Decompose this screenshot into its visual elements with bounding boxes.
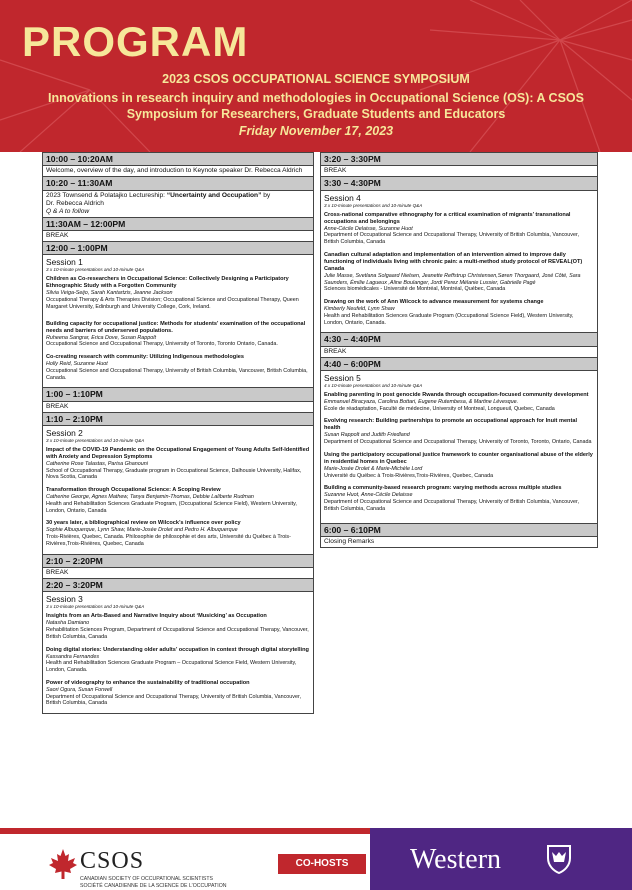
talk-entry bbox=[43, 520, 313, 553]
break-label: BREAK bbox=[324, 167, 347, 175]
talk-authors: Silvia Veiga-Seijo, Sarah Kantartzis, Jeanne Jackson bbox=[46, 290, 173, 297]
schedule-table-left bbox=[42, 152, 314, 714]
talk-authors: Ruheena Sangrar, Erica Dove, Susan Rappolt bbox=[46, 334, 156, 341]
talk-affiliation: Department of Occupational Science and Occupational Therapy, University of British Columbia, Vancouver, British Columbia, Canada bbox=[324, 499, 579, 512]
talk-authors: Suzanne Huot, Anne-Cécile Delaisse bbox=[324, 492, 413, 499]
talk-title: Canadian cultural adaptation and implementation of an intervention aimed to improve daily functioning of individuals living with chronic pain: a multi-method study protocol of REVEAL(OT) Canada bbox=[324, 251, 583, 272]
session-format: 3 x 10-minute presentations and 10-minute Q&A bbox=[46, 437, 145, 443]
footer-logos bbox=[0, 828, 632, 890]
talk-entry bbox=[321, 418, 597, 451]
slot-description: Welcome, overview of the day, and introduction to Keynote speaker Dr. Rebecca Aldrich bbox=[46, 167, 303, 175]
talk-authors: Anne-Cécile Delaisse, Suzanne Huot bbox=[324, 225, 413, 232]
talk-entry bbox=[321, 452, 597, 485]
talk-authors: Holly Reid, Suzanne Huot bbox=[46, 361, 108, 368]
session-format: 3 x 10-minute presentations and 10-minute Q&A bbox=[324, 202, 423, 208]
time-slot: 1:10 – 2:10PM bbox=[43, 412, 313, 426]
talk-authors: Sophie Albuquerque, Lynn Shaw, Marie-Josée Drolet and Pedro H. Albuquerque bbox=[46, 527, 238, 534]
time-slot: 4:30 – 4:40PM bbox=[321, 332, 597, 346]
talk-title: Enabling parenting in post genocide Rwanda through occupation-focused community development bbox=[324, 391, 589, 398]
talk-authors: Natasha Damiano bbox=[46, 620, 90, 627]
cohosts-badge: CO-HOSTS bbox=[278, 854, 366, 874]
program-body bbox=[0, 152, 632, 828]
talk-authors: Catherine Rose Talastas, Parisa Ghanouni bbox=[46, 460, 148, 467]
schedule-table-right bbox=[320, 152, 598, 548]
talk-title: Building a community-based research program: varying methods across multiple studies bbox=[324, 485, 562, 492]
talk-authors: Catherine George, Agnes Mathew, Tanya Benjamin-Thomas, Debbie Laliberte Rudman bbox=[46, 494, 254, 501]
talk-title: Power of videography to enhance the sustainability of traditional occupation bbox=[46, 679, 250, 686]
talk-title: Doing digital stories: Understanding older adults’ occupation in context through digital storytelling bbox=[46, 646, 309, 653]
time-slot: 2:20 – 3:20PM bbox=[43, 578, 313, 592]
western-wordmark: Western bbox=[410, 844, 502, 875]
time-slot: 10:20 – 11:30AM bbox=[43, 176, 313, 190]
break-label: BREAK bbox=[324, 347, 347, 355]
talk-affiliation: Health and Rehabilitation Sciences Graduate Program (Occupational Science Field), Western University, London, Ontario, Canada. bbox=[324, 312, 574, 326]
lecture-title: “Uncertainty and Occupation” bbox=[166, 191, 262, 199]
time-slot: 2:10 – 2:20PM bbox=[43, 554, 313, 568]
qa-note: Q & A to follow bbox=[46, 207, 90, 215]
talk-title: Children as Co-researchers in Occupational Science: Collectively Designing a Participatory Ethnographic Study with a Forgotten Community bbox=[46, 276, 289, 290]
talk-affiliation: Department of Occupational Science and Occupational Therapy, University of British Columbia, Vancouver, British Columbia, Canada bbox=[324, 232, 579, 246]
talk-affiliation: Department of Occupational Science and Occupational Therapy, University of Toronto, Toronto, Ontario, Canada bbox=[324, 439, 592, 446]
event-date: Friday November 17, 2023 bbox=[238, 124, 394, 138]
talk-title: Impact of the COVID-19 Pandemic on the Occupational Engagement of Young Adults Self-Identified with Anxiety and Depression Symptoms bbox=[46, 446, 310, 460]
talk-affiliation: Occupational Science and Occupational Therapy, University of Toronto, Toronto Ontario, Canada. bbox=[46, 341, 278, 348]
time-slot: 10:00 – 10:20AM bbox=[43, 152, 313, 166]
talk-entry bbox=[43, 487, 313, 520]
talk-entry bbox=[43, 647, 313, 680]
break-label: BREAK bbox=[46, 402, 69, 410]
session-format: 4 x 10-minute presentations and 10-minute Q&A bbox=[324, 382, 423, 388]
session-name: Session 1 bbox=[46, 257, 83, 268]
break-label: BREAK bbox=[46, 232, 69, 240]
talk-title: Building capacity for occupational justice: Methods for students’ examination of the occupational needs and barriers of underserved populations. bbox=[46, 320, 306, 334]
talk-authors: Kimberly Neufeld, Lynn Shaw bbox=[324, 306, 395, 313]
talk-affiliation: School of Occupational Therapy, Graduate program in Occupational Science, Dalhousie University, Halifax, Nova Scotia, Canada bbox=[46, 467, 302, 481]
session-name: Session 4 bbox=[324, 192, 361, 203]
western-crest-icon bbox=[546, 844, 572, 874]
session-name: Session 5 bbox=[324, 372, 361, 383]
talk-entry bbox=[321, 252, 597, 299]
time-slot: 11:30AM – 12:00PM bbox=[43, 217, 313, 231]
talk-title: Cross-national comparative ethnography for a critical examination of migrants’ transnational occupations and belongings bbox=[324, 211, 571, 225]
talk-authors: Emmanuel Biracyaza, Carolina Bottari, Eugene Rutembesa, & Martine Lévesque. bbox=[324, 398, 519, 405]
talk-affiliation: Health and Rehabilitation Sciences Graduate Program – Occupational Science Field, Western University, London, Canada. bbox=[46, 660, 297, 674]
talk-affiliation: Université du Québec à Trois-Rivières,Trois-Rivières, Quebec, Canada bbox=[324, 472, 494, 479]
talk-affiliation: Sciences biomédicales - Université de Montréal, Montréal, Québec, Canada bbox=[324, 286, 506, 293]
session-format: 3 x 10-minute presentations and 10-minute Q&A bbox=[46, 267, 145, 273]
break-label: BREAK bbox=[46, 568, 69, 576]
talk-entry bbox=[321, 299, 597, 332]
talk-affiliation: Occupational Science and Occupational Therapy, University of British Columbia, Vancouver, British Columbia, Canada. bbox=[46, 367, 308, 381]
lectureship-by: by bbox=[261, 191, 271, 199]
csos-name-english: CANADIAN SOCIETY OF OCCUPATIONAL SCIENTISTS bbox=[80, 876, 213, 882]
talk-entry bbox=[43, 276, 313, 316]
csos-logo-area bbox=[0, 828, 370, 890]
csos-name-french: SOCIÉTÉ CANADIENNE DE LA SCIENCE DE L’OCCUPATION bbox=[80, 883, 227, 889]
talk-affiliation: Trois-Rivières, Quebec, Canada. Philosophie de philosophie et des arts, Université du Québec à Trois-Rivières,Trois-Rivières, Quebec, Canada bbox=[46, 534, 291, 547]
talk-title: Using the participatory occupational justice framework to counter organisational abuse of the elderly in residential homes in Quebec bbox=[324, 451, 593, 465]
time-slot: 3:30 – 4:30PM bbox=[321, 176, 597, 190]
talk-entry bbox=[321, 392, 597, 418]
time-slot: 1:00 – 1:10PM bbox=[43, 387, 313, 401]
session-name: Session 3 bbox=[46, 594, 83, 605]
time-slot: 12:00 – 1:00PM bbox=[43, 241, 313, 255]
talk-title: 30 years later, a bibliographical review on Wilcock’s influence over policy bbox=[46, 520, 241, 527]
lectureship-label: 2023 Townsend & Polatajko Lectureship: bbox=[46, 191, 167, 199]
talk-entry bbox=[43, 447, 313, 487]
session-format: 3 x 10-minute presentations and 10-minute Q&A bbox=[46, 604, 145, 610]
talk-authors: Julie Masse, Svetlana Solgaard Nielsen, Jeanette Reffstrup Christensen,Søren Thorgaard, José Côté, Sara Saunders, Émilie Lagueux ,Aline Boulanger, Jordi Perez Mélanie Lussier, Gabrielle Pagé bbox=[324, 272, 581, 286]
talk-title: Co-creating research with community: Utilizing Indigenous methodologies bbox=[46, 354, 244, 361]
talk-affiliation: Occupational Therapy & Arts Therapies Division; Occupational Science and Occupational Therapy, Queen Margaret University, Edinburgh and University College, Cork, Ireland. bbox=[46, 297, 299, 310]
talk-authors: Kassandra Fernandes bbox=[46, 653, 100, 660]
talk-title: Evolving research: Building partnerships to promote an occupational approach for Inuit mental health bbox=[324, 418, 577, 432]
closing-remarks: Closing Remarks bbox=[324, 537, 375, 545]
symposium-title: 2023 CSOS OCCUPATIONAL SCIENCE SYMPOSIUM bbox=[162, 72, 470, 86]
talk-affiliation: École de réadaptation, Faculté de médecine, University of Montreal, Longueuil, Quebec, Canada bbox=[324, 405, 555, 412]
time-slot: 6:00 – 6:10PM bbox=[321, 523, 597, 537]
right-column bbox=[320, 152, 598, 548]
talk-authors: Marie-Josée Drolet & Marie-Michèle Lord bbox=[324, 465, 423, 472]
theme-title: Innovations in research inquiry and methodologies in Occupational Science (OS): A CSOS Symposium for Researchers, Graduate Students and Educators bbox=[48, 91, 584, 121]
header-banner bbox=[0, 0, 632, 152]
talk-entry bbox=[321, 485, 597, 518]
time-slot: 3:20 – 3:30PM bbox=[321, 152, 597, 166]
talk-entry bbox=[321, 212, 597, 252]
talk-authors: Susan Rappolt and Judith Friedland bbox=[324, 432, 410, 439]
talk-entry bbox=[43, 613, 313, 646]
talk-affiliation: Rehabilitation Sciences Program, Department of Occupational Science and Occupational Therapy, Vancouver, British Columbia, Canada bbox=[46, 627, 309, 640]
session-name: Session 2 bbox=[46, 427, 83, 438]
talk-entry bbox=[43, 354, 313, 387]
csos-logo-text: CSOS bbox=[80, 848, 145, 874]
talk-affiliation: Health and Rehabilitation Sciences Graduate Program, (Occupational Science Field), Western University, London, Ontario, Canada bbox=[46, 500, 297, 514]
left-column bbox=[42, 152, 314, 714]
talk-title: Drawing on the work of Ann Wilcock to advance measurement for systems change bbox=[324, 299, 544, 306]
program-title: PROGRAM bbox=[22, 18, 249, 65]
talk-affiliation: Department of Occupational Science and Occupational Therapy, University of British Columbia, Vancouver, British Columbia, Canada bbox=[46, 693, 301, 707]
talk-authors: Saori Ogura, Susan Forwell bbox=[46, 686, 113, 693]
talk-title: Transformation through Occupational Science: A Scoping Review bbox=[46, 487, 221, 494]
maple-leaf-icon bbox=[48, 848, 78, 880]
time-slot: 4:40 – 6:00PM bbox=[321, 357, 597, 371]
talk-entry bbox=[43, 680, 313, 713]
talk-entry bbox=[43, 321, 313, 354]
talk-title: Insights from an Arts-Based and Narrative Inquiry about ‘Musicking’ as Occupation bbox=[46, 613, 267, 620]
slot-description bbox=[43, 191, 313, 217]
western-logo-area bbox=[370, 828, 632, 890]
keynote-speaker: Dr. Rebecca Aldrich bbox=[46, 199, 104, 207]
